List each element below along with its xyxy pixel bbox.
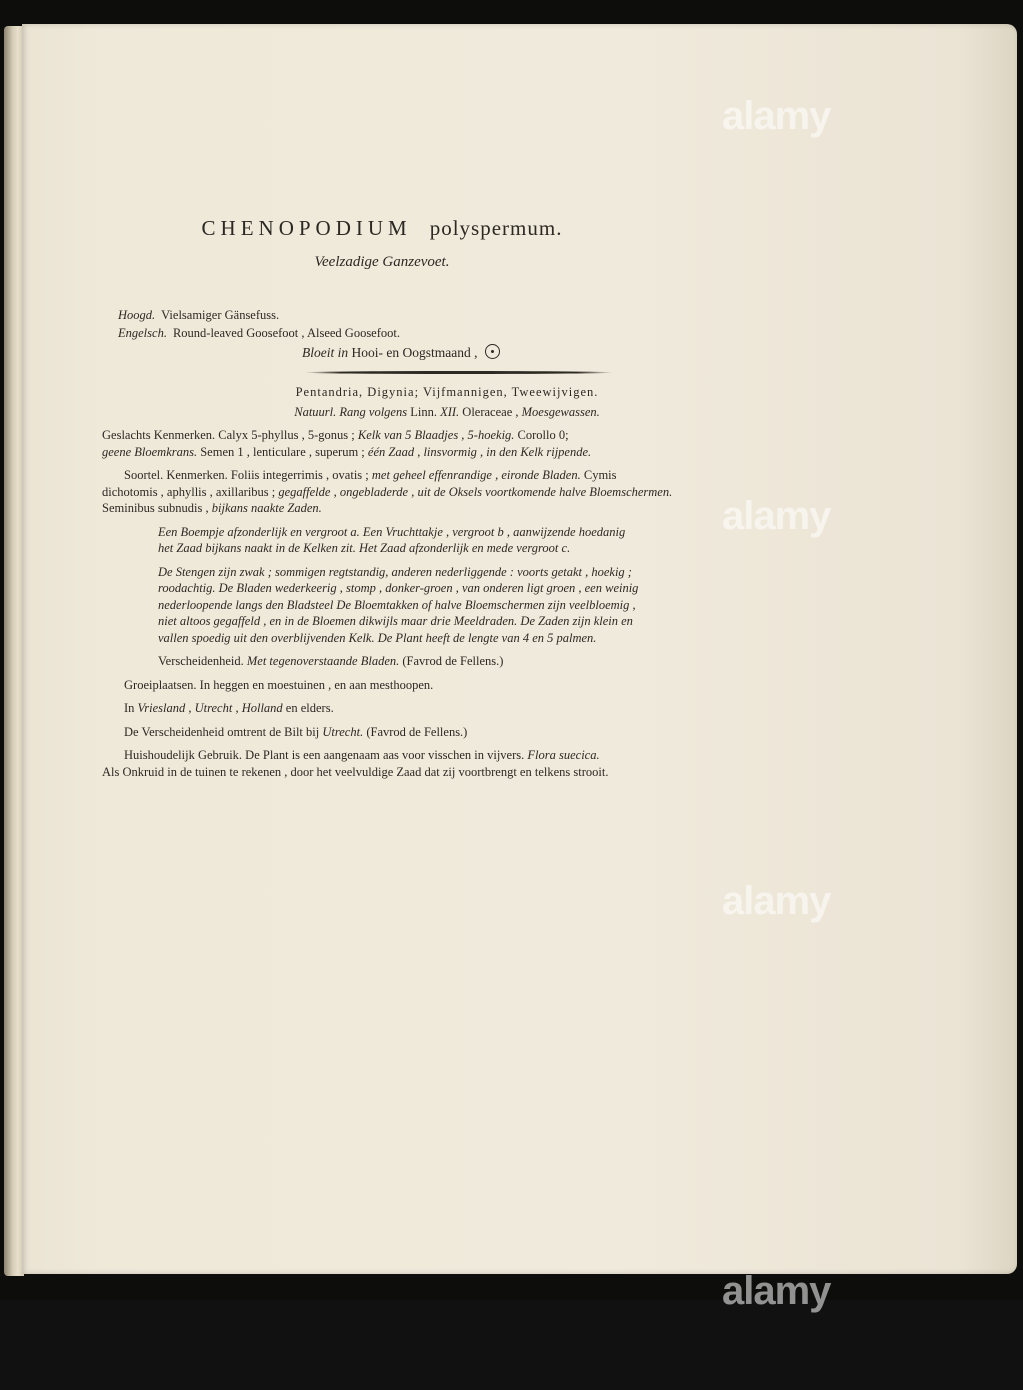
description-5: vallen spoedig uit den overblijvenden Kelk. De Plant heeft de lengte van 4 en 5 palmen. — [158, 630, 597, 645]
sun-symbol-icon — [485, 344, 500, 359]
page-title — [172, 216, 592, 241]
classification: Pentandria, Digynia; Vijfmannigen, Tweewijvigen. — [295, 385, 599, 399]
household-use-cont: Als Onkruid in de tuinen te rekenen , door het veelvuldige Zaad dat zij voortbrengt en telkens strooit. — [102, 764, 609, 779]
description-4: niet altoos gegaffeld , en in de Bloemen dikwijls maar drie Meeldraden. De Zaden zijn klein en — [158, 614, 633, 628]
description-3: nederloopende langs den Bladsteel De Bloemtakken of halve Bloemschermen zijn veelbloemig , — [158, 597, 636, 612]
watermark-1: alamy — [722, 94, 831, 138]
title-genus: CHENOPODIUM — [201, 216, 412, 240]
common-names — [118, 306, 400, 342]
page-subtitle: Veelzadige Ganzevoet. — [314, 254, 450, 270]
book-spine-edge — [4, 26, 24, 1276]
habitat: Groeiplaatsen. In heggen en moestuinen , en aan mesthoopen. — [124, 677, 434, 692]
description-1: De Stengen zijn zwak ; sommigen regtstandig, anderen nederliggende : voorts getakt , hoekig ; — [158, 564, 632, 579]
variety-location: De Verscheidenheid omtrent de Bilt bij Utrecht. (Favrod de Fellens.) — [124, 724, 468, 739]
watermark-3: alamy — [722, 879, 831, 923]
species-characters-end: Seminibus subnudis , bijkans naakte Zaden. — [102, 501, 322, 515]
divider-rule — [304, 371, 614, 374]
book-page — [22, 24, 1017, 1313]
watermark-4: alamy — [722, 1269, 831, 1313]
name-english: Engelsch. Round-leaved Goosefoot , Alseed Goosefoot. — [118, 326, 400, 340]
description-body — [102, 384, 792, 780]
genus-characters: Geslachts Kenmerken. Calyx 5-phyllus , 5-gonus ; Kelk van 5 Blaadjes , 5-hoekig. Corollo 0; — [102, 428, 569, 442]
description-2: roodachtig. De Bladen wederkeerig , stomp , donker-groen , van onderen ligt groen , een weinig — [158, 581, 639, 595]
locations: In Vriesland , Utrecht , Holland en elders. — [124, 701, 334, 715]
watermark-2: alamy — [722, 494, 831, 538]
natural-rank: Natuurl. Rang volgens Linn. XII. Oleraceae , Moesgewassen. — [294, 404, 600, 419]
variety: Verscheidenheid. Met tegenoverstaande Bladen. (Favrod de Fellens.) — [158, 654, 504, 668]
figure-note-2: het Zaad bijkans naakt in de Kelken zit. Het Zaad afzonderlijk en mede vergroot c. — [158, 541, 571, 555]
species-characters: Soortel. Kenmerken. Foliis integerrimis , ovatis ; met geheel effenrandige , eironde Bladen. Cymis — [124, 468, 617, 482]
genus-characters-cont: geene Bloemkrans. Semen 1 , lenticulare , superum ; één Zaad , linsvormig , in den Kelk rijpende. — [102, 444, 592, 459]
flowering-line: Bloeit in Hooi- en Oogstmaand , — [302, 344, 500, 361]
figure-note-1: Een Boempje afzonderlijk en vergroot a. Een Vruchttakje , vergroot b , aanwijzende hoedanig — [158, 524, 626, 539]
name-german: Hoogd. Vielsamiger Gänsefuss. — [118, 308, 280, 322]
species-characters-cont: dichotomis , aphyllis , axillaribus ; gegaffelde , ongebladerde , uit de Oksels voortkomende halve Bloemschermen. — [102, 484, 673, 499]
household-use: Huishoudelijk Gebruik. De Plant is een aangenaam aas voor visschen in vijvers. Flora suecica. — [124, 748, 600, 762]
title-species: polyspermum. — [429, 216, 563, 240]
